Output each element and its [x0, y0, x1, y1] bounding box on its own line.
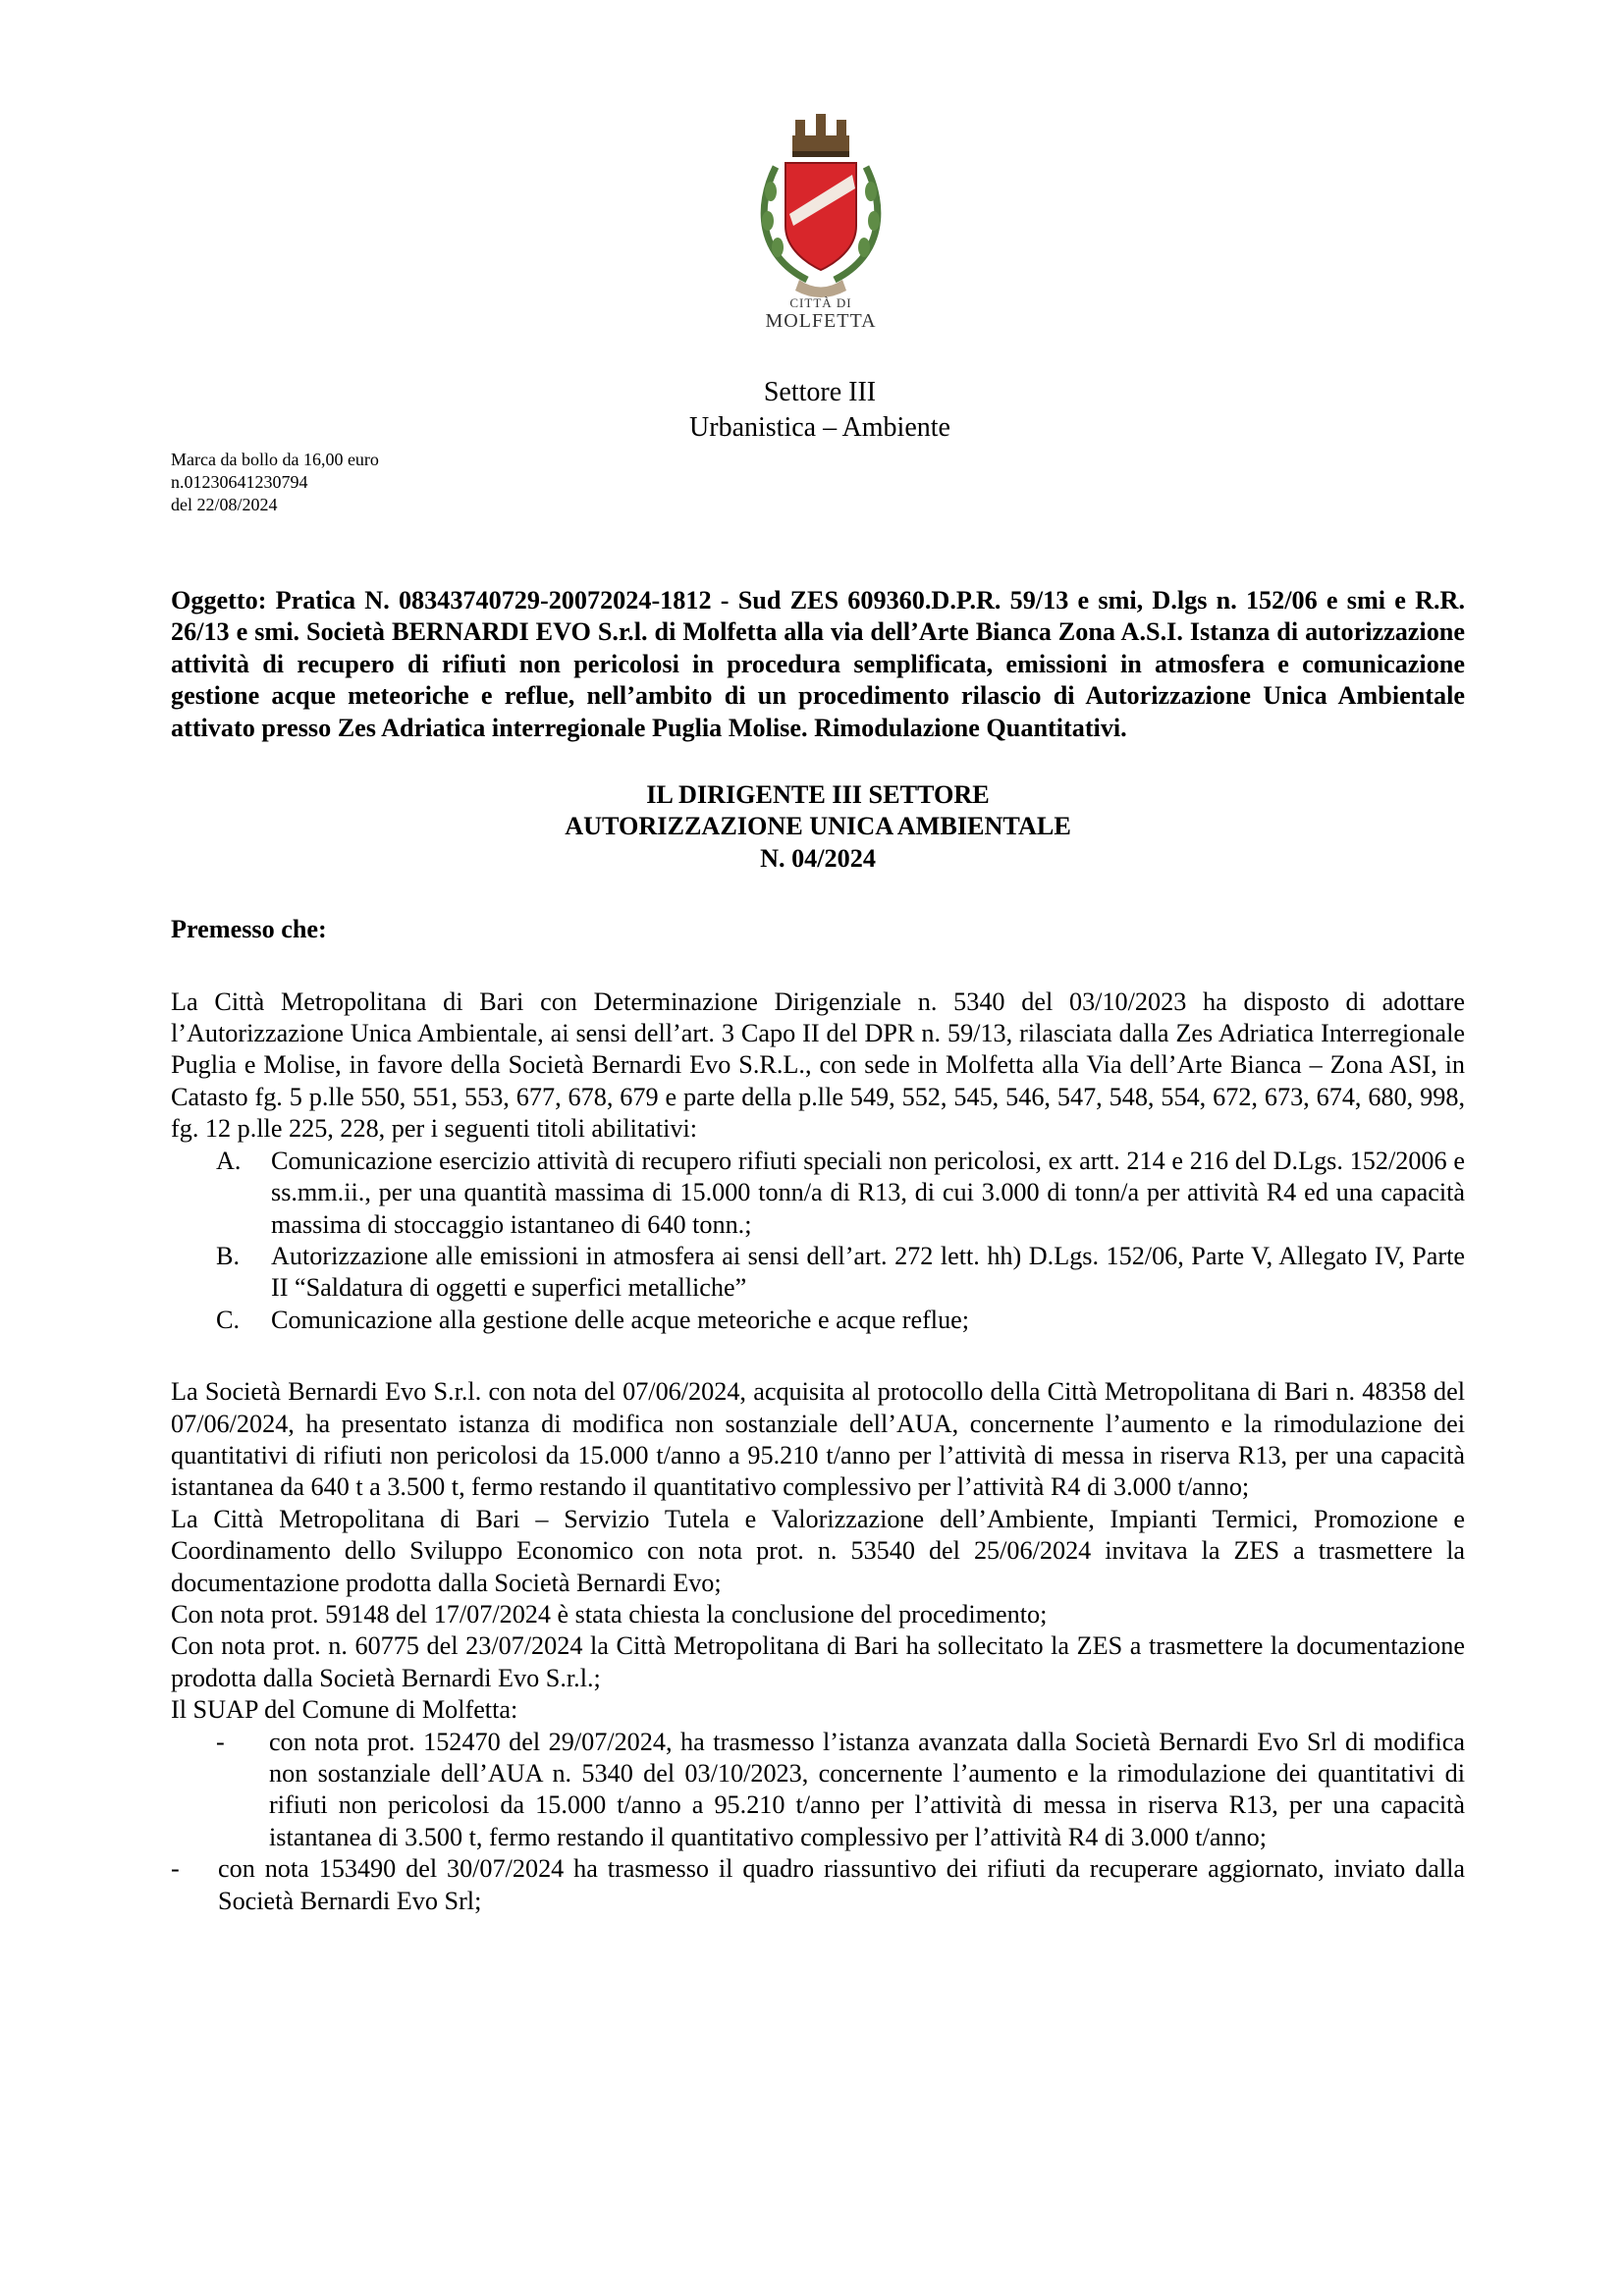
subject-paragraph: [171, 585, 1465, 744]
crest-caption-top: CITTÀ DI: [789, 295, 852, 310]
heading-line-3: N. 04/2024: [760, 843, 876, 873]
office-sector: Settore III: [763, 377, 877, 407]
heading-line-1: IL DIRIGENTE III SETTORE: [646, 780, 990, 810]
paragraph-2: La Società Bernardi Evo S.r.l. con nota del 07/06/2024, acquisita al protocollo della Città Metropolitana di Bari n. 48358 del 07/06/2024, ha presentato istanza di modifica non sostanziale dell’AUA, concernente l’aumento e la rimodulazione dei quantitativi di rifiuti non pericolosi da 15.000 t/anno a 95.210 t/anno per l’attività di messa in riserva R13, per una capacità istantanea da 640 t a 3.500 t, fermo restando il quantitativo complessivo per l’attività R4 di 3.000 t/anno;: [171, 1377, 1465, 1502]
crest-caption-bottom: MOLFETTA: [765, 310, 877, 332]
list-item-text: Autorizzazione alle emissioni in atmosfera ai sensi dell’art. 272 lett. hh) D.Lgs. 152/06, Parte V, Allegato IV, Parte II “Saldatura di oggetti e superfici metalliche”: [271, 1241, 1465, 1303]
list-marker: A.: [216, 1146, 242, 1175]
office-department: Urbanistica – Ambiente: [689, 412, 950, 443]
list-item: [171, 1727, 1465, 1854]
crown-icon: [792, 114, 849, 157]
heading-line-2: AUTORIZZAZIONE UNICA AMBIENTALE: [565, 812, 1071, 841]
subject-text: Oggetto: Pratica N. 08343740729-20072024-1812 - Sud ZES 609360.D.P.R. 59/13 e smi, D.lgs n. 152/06 e smi e R.R. 26/13 e smi. Società BERNARDI EVO S.r.l. di Molfetta alla via dell’Arte Bianca Zona A.S.I. Istanza di autorizzazione attività di recupero di rifiuti non pericolosi in procedura semplificata, emissioni in atmosfera e comunicazione gestione acque meteoriche e reflue, nell’ambito di un procedimento rilascio di Autorizzazione Unica Ambientale attivato presso Zes Adriatica interregionale Puglia Molise. Rimodulazione Quantitativi.: [171, 586, 1465, 742]
list-item: [171, 1305, 1465, 1336]
paragraph-1: La Città Metropolitana di Bari con Determinazione Dirigenziale n. 5340 del 03/10/2023 ha disposto di adottare l’Autorizzazione Unica Ambientale, ai sensi dell’art. 3 Capo II del DPR n. 59/13, rilasciata dalla Zes Adriatica Interregionale Puglia e Molise, in favore della Società Bernardi Evo S.R.L., con sede in Molfetta alla Via dell’Arte Bianca – Zona ASI, in Catasto fg. 5 p.lle 550, 551, 553, 677, 678, 679 e parte della p.lle 549, 552, 545, 546, 547, 548, 554, 672, 673, 674, 680, 998, fg. 12 p.lle 225, 228, per i seguenti titoli abilitativi:: [171, 987, 1465, 1144]
crest-caption: [723, 296, 919, 332]
stamp-amount: Marca da bollo da 16,00 euro: [171, 450, 379, 469]
list-marker: -: [171, 1854, 180, 1884]
stamp-date: del 22/08/2024: [171, 495, 278, 514]
revenue-stamp-info: [171, 449, 379, 516]
list-marker: C.: [216, 1305, 241, 1334]
office-header: [589, 375, 1051, 446]
document-body: [171, 585, 1465, 1917]
permits-list: [171, 1146, 1465, 1336]
suap-list: [171, 1727, 1465, 1854]
list-item: [171, 1146, 1465, 1241]
list-marker: B.: [216, 1241, 241, 1270]
list-item: [171, 1853, 1465, 1917]
paragraph-5: Con nota prot. n. 60775 del 23/07/2024 la Città Metropolitana di Bari ha sollecitato la ZES a trasmettere la documentazione prodotta dalla Società Bernardi Evo S.r.l.;: [171, 1631, 1465, 1692]
list-item: [171, 1241, 1465, 1305]
paragraph-4: Con nota prot. 59148 del 17/07/2024 è stata chiesta la conclusione del procedimento;: [171, 1599, 1048, 1629]
list-item-text: Comunicazione alla gestione delle acque meteoriche e acque reflue;: [271, 1305, 970, 1334]
list-marker: -: [216, 1727, 225, 1756]
decree-heading: [171, 779, 1465, 875]
list-item-text: con nota prot. 152470 del 29/07/2024, ha trasmesso l’istanza avanzata dalla Società Bernardi Evo Srl di modifica non sostanziale dell’AUA n. 5340 del 03/10/2023, concernente l’aumento e la rimodulazione dei quantitativi di rifiuti non pericolosi da 15.000 t/anno a 95.210 t/anno per l’attività di messa in riserva R13, per una capacità istantanea di 3.500 t, fermo restando il quantitativo complessivo per l’attività R4 di 3.000 t/anno;: [269, 1727, 1465, 1851]
list-item-text: con nota 153490 del 30/07/2024 ha trasmesso il quadro riassuntivo dei rifiuti da recuperare aggiornato, inviato dalla Società Bernardi Evo Srl;: [218, 1854, 1465, 1915]
list-item-text: Comunicazione esercizio attività di recupero rifiuti speciali non pericolosi, ex artt. 214 e 216 del D.Lgs. 152/2006 e ss.mm.ii., per una quantità massima di 15.000 tonn/a di R13, di cui 3.000 di tonn/a per attività R4 ed una capacità massima di stoccaggio istantaneo di 640 tonn.;: [271, 1146, 1465, 1239]
stamp-number: n.01230641230794: [171, 472, 308, 492]
paragraph-3: La Città Metropolitana di Bari – Servizio Tutela e Valorizzazione dell’Ambiente, Impianti Termici, Promozione e Coordinamento dello Sviluppo Economico con nota prot. n. 53540 del 25/06/2024 invitava la ZES a trasmettere la documentazione prodotta dalla Società Bernardi Evo;: [171, 1504, 1465, 1597]
suap-list-2: [171, 1853, 1465, 1917]
paragraph-6: Il SUAP del Comune di Molfetta:: [171, 1695, 518, 1725]
premises-heading: Premesso che:: [171, 915, 327, 944]
